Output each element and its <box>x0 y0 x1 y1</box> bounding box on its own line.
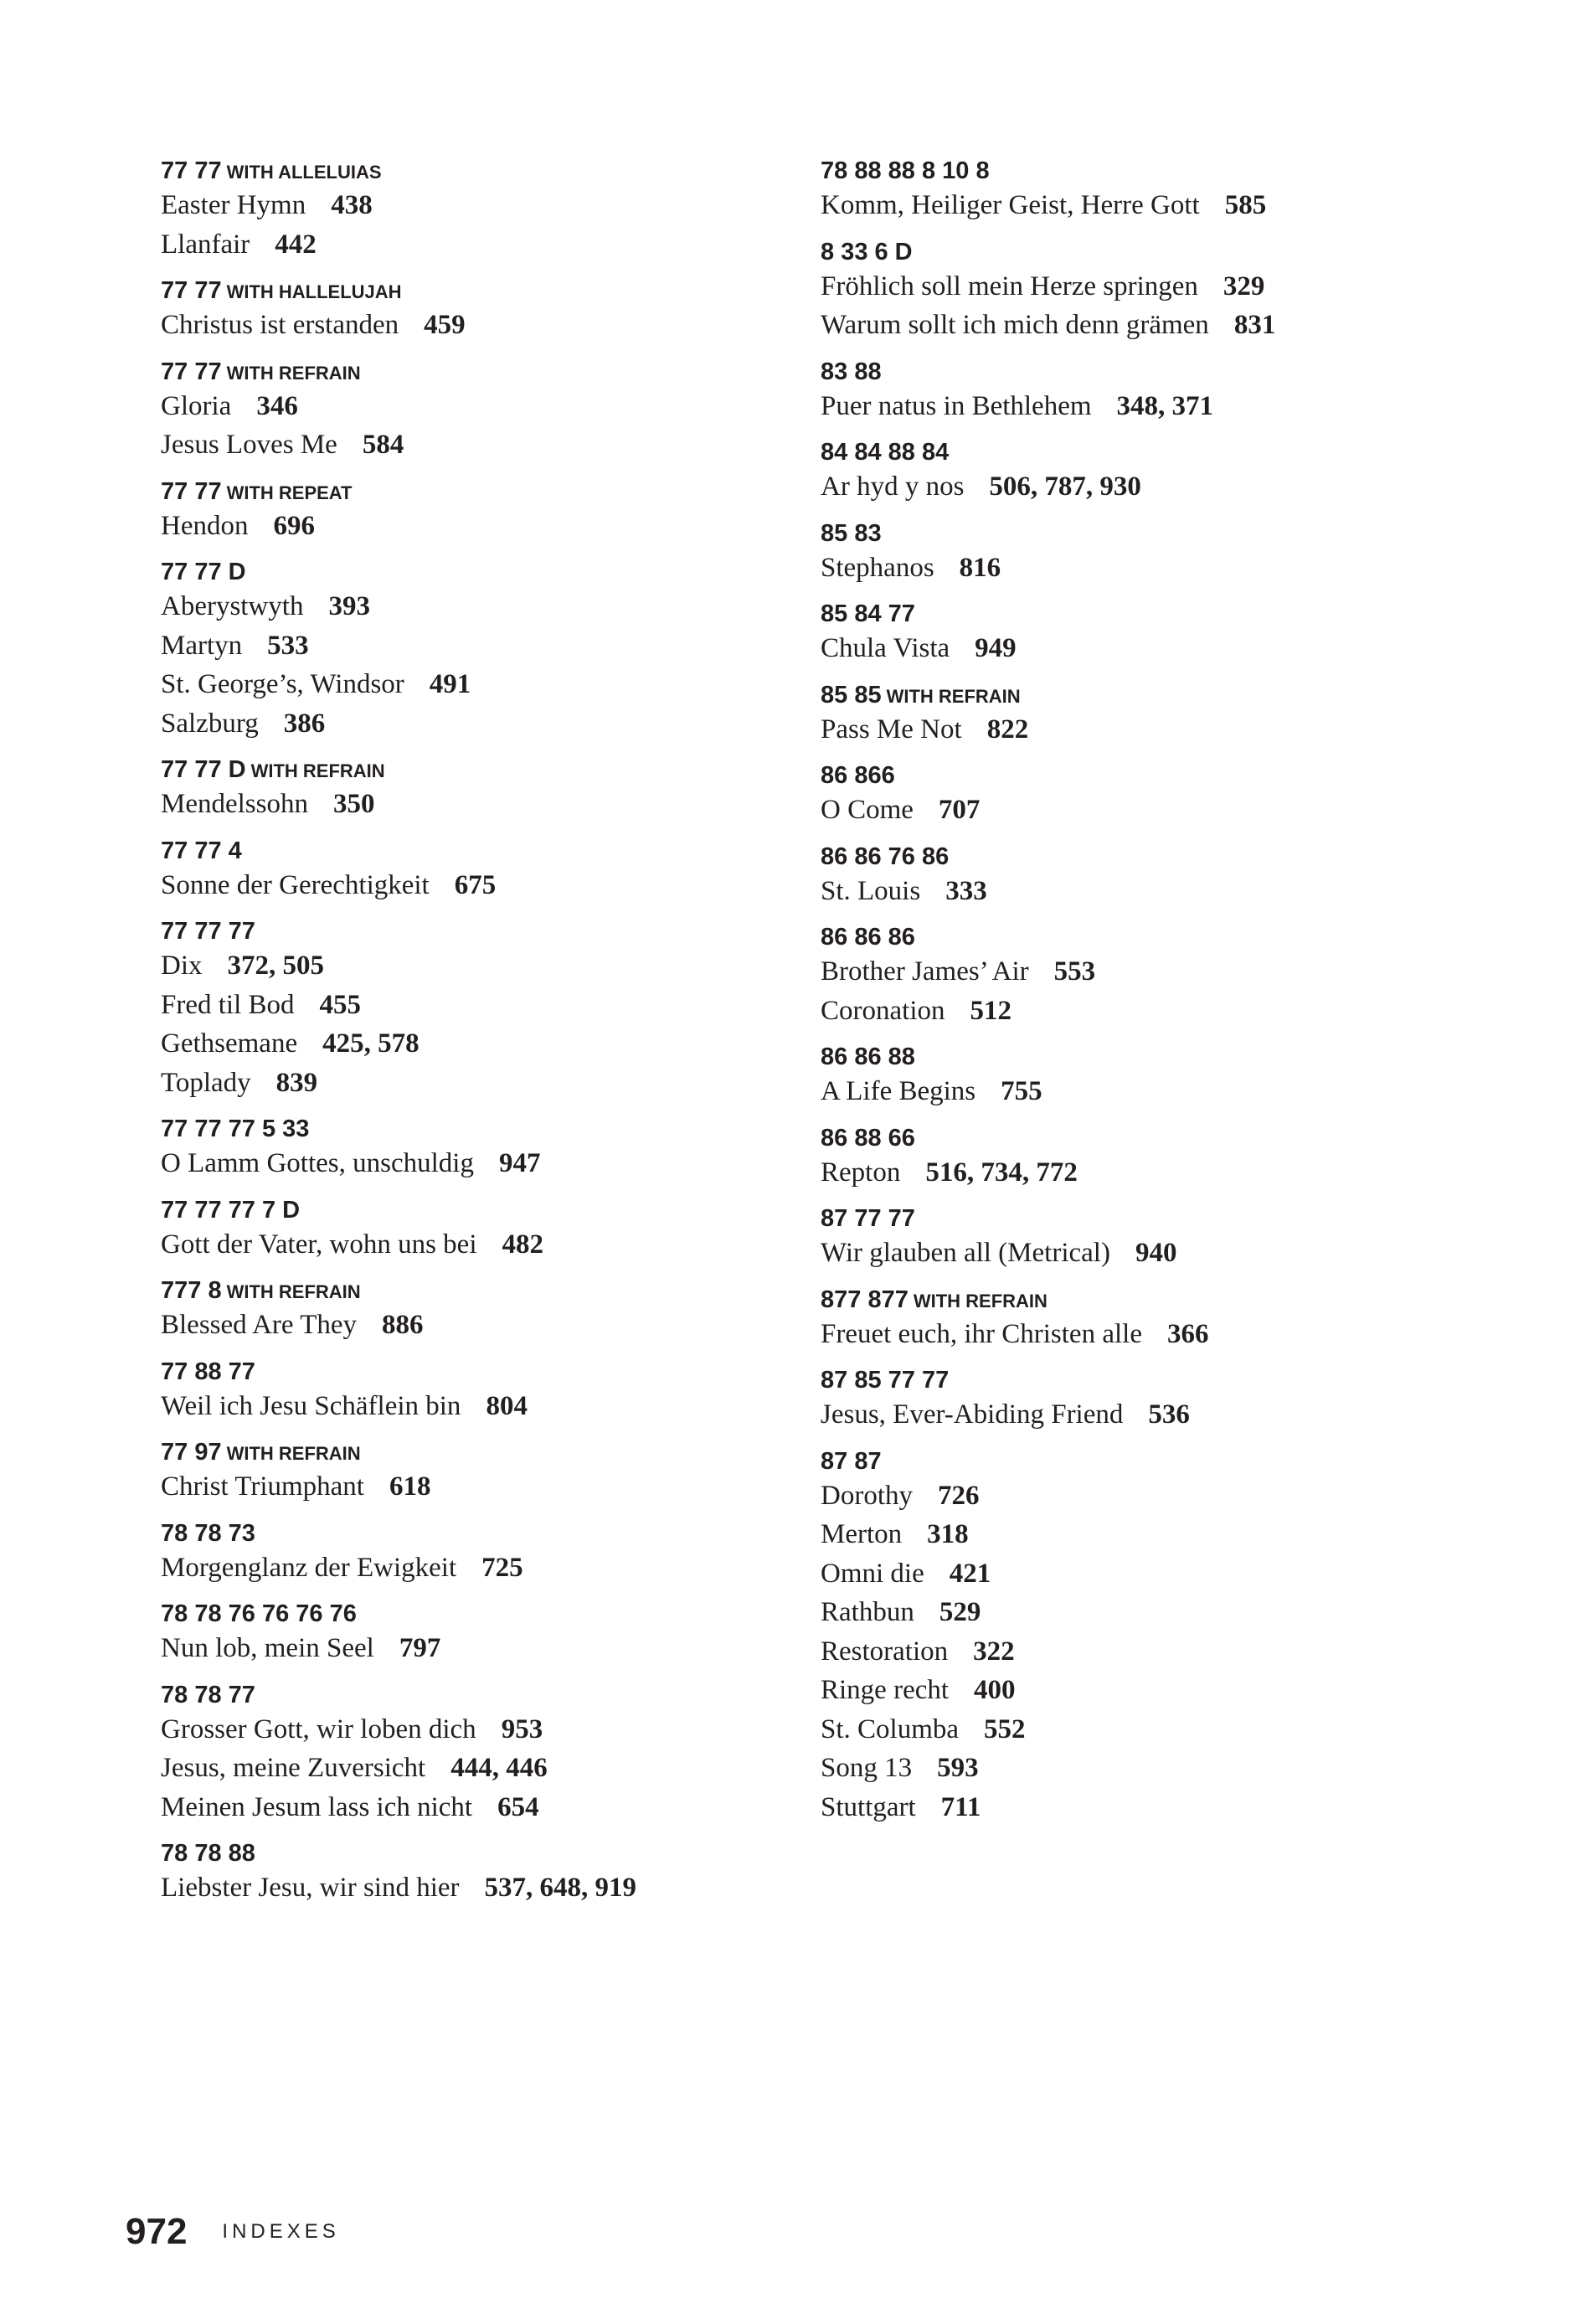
hymn-numbers: 654 <box>497 1791 539 1822</box>
meter-pattern: 77 77 D <box>161 756 246 783</box>
tune-name: Ar hyd y nos <box>821 471 965 502</box>
tune-entry <box>821 1515 1457 1554</box>
tune-name: Toplady <box>161 1067 251 1098</box>
tune-entry <box>821 306 1457 345</box>
meter-group <box>161 836 797 905</box>
meter-suffix: WITH ALLELUIAS <box>226 162 382 183</box>
tune-entry <box>161 587 797 626</box>
hymn-numbers: 533 <box>267 630 309 661</box>
tune-name: Gloria <box>161 390 232 421</box>
meter-heading <box>161 1275 797 1306</box>
meter-pattern: 877 877 <box>821 1286 909 1313</box>
tune-name: Omni die <box>821 1558 924 1589</box>
hymn-numbers: 506, 787, 930 <box>989 471 1141 502</box>
meter-pattern: 86 86 88 <box>821 1043 915 1070</box>
meter-pattern: 85 85 <box>821 681 882 709</box>
meter-group <box>161 357 797 465</box>
tune-entry <box>821 1234 1457 1273</box>
tune-entry <box>161 626 797 666</box>
meter-suffix: WITH REFRAIN <box>226 1281 361 1302</box>
tune-entry <box>821 1671 1457 1710</box>
meter-heading <box>161 1114 797 1144</box>
meter-group <box>821 1042 1457 1111</box>
meter-group <box>821 1365 1457 1435</box>
meter-group <box>821 518 1457 588</box>
tune-entry <box>821 872 1457 911</box>
meter-pattern: 77 77 77 7 D <box>161 1196 301 1224</box>
tune-entry <box>161 866 797 905</box>
tune-entry <box>161 785 797 824</box>
meter-pattern: 84 84 88 84 <box>821 439 950 466</box>
hymn-numbers: 438 <box>331 190 373 220</box>
tune-name: Restoration <box>821 1636 949 1667</box>
hymn-numbers: 707 <box>938 795 981 825</box>
hymn-numbers: 512 <box>970 995 1011 1026</box>
tune-entry <box>821 992 1457 1031</box>
meter-pattern: 83 88 <box>821 358 882 385</box>
hymn-numbers: 839 <box>275 1067 318 1098</box>
tune-entry <box>161 665 797 704</box>
meter-group <box>161 557 797 743</box>
tune-name: Nun lob, mein Seel <box>161 1633 374 1663</box>
index-column-right <box>821 156 1457 1838</box>
tune-name: Grosser Gott, wir loben dich <box>161 1713 476 1744</box>
hymn-numbers: 886 <box>382 1310 424 1340</box>
meter-heading <box>821 922 1457 952</box>
meter-group <box>161 1680 797 1827</box>
hymn-numbers: 459 <box>424 310 466 340</box>
meter-pattern: 77 77 77 <box>161 918 255 945</box>
meter-heading <box>821 842 1457 872</box>
meter-group <box>161 1114 797 1183</box>
hymn-numbers: 696 <box>273 510 315 541</box>
hymn-numbers: 553 <box>1053 956 1096 987</box>
tune-entry <box>821 1554 1457 1594</box>
tune-name: Coronation <box>821 995 945 1026</box>
meter-group <box>821 437 1457 507</box>
meter-heading <box>821 518 1457 549</box>
hymn-numbers: 491 <box>429 669 471 699</box>
meter-group <box>161 1838 797 1908</box>
meter-heading <box>161 357 797 387</box>
tune-name: Jesus, meine Zuversicht <box>161 1753 426 1783</box>
hymn-numbers: 725 <box>481 1552 523 1583</box>
meter-heading <box>161 1518 797 1548</box>
meter-suffix: WITH HALLELUJAH <box>226 281 402 302</box>
tune-name: Jesus Loves Me <box>161 430 337 460</box>
tune-name: Blessed Are They <box>161 1310 358 1340</box>
meter-suffix: WITH REFRAIN <box>886 685 1021 707</box>
hymn-numbers: 537, 648, 919 <box>484 1873 637 1903</box>
tune-entry <box>821 1072 1457 1111</box>
tune-name: Fred til Bod <box>161 989 295 1020</box>
meter-pattern: 78 78 77 <box>161 1681 255 1708</box>
meter-group <box>161 755 797 824</box>
meter-group <box>821 1285 1457 1354</box>
tune-entry <box>821 1593 1457 1632</box>
hymn-numbers: 333 <box>945 875 987 906</box>
tune-entry <box>161 704 797 744</box>
meter-group <box>821 1203 1457 1273</box>
tune-entry <box>161 225 797 265</box>
index-column-left <box>161 156 797 1919</box>
hymn-numbers: 421 <box>949 1558 991 1589</box>
hymn-numbers: 822 <box>986 714 1029 745</box>
tune-name: Gethsemane <box>161 1028 298 1059</box>
meter-pattern: 77 77 <box>161 477 222 505</box>
meter-pattern: 86 86 76 86 <box>821 843 950 870</box>
tune-entry <box>161 387 797 426</box>
tune-name: Pass Me Not <box>821 714 962 745</box>
meter-pattern: 77 97 <box>161 1439 222 1466</box>
meter-pattern: 78 78 73 <box>161 1519 255 1547</box>
tune-name: Christ Triumphant <box>161 1471 364 1502</box>
meter-heading <box>821 156 1457 186</box>
tune-name: Weil ich Jesu Schäflein bin <box>161 1390 461 1421</box>
hymn-numbers: 516, 734, 772 <box>925 1157 1078 1188</box>
meter-pattern: 77 77 77 5 33 <box>161 1116 310 1142</box>
hymn-numbers: 329 <box>1223 271 1265 301</box>
hymn-numbers: 947 <box>498 1148 541 1178</box>
tune-entry <box>161 507 797 546</box>
hymn-numbers: 711 <box>940 1791 981 1822</box>
meter-heading <box>161 755 797 785</box>
hymn-numbers: 444, 446 <box>450 1753 548 1783</box>
tune-entry <box>821 952 1457 992</box>
tune-entry <box>161 1387 797 1426</box>
tune-entry <box>161 1225 797 1265</box>
meter-pattern: 78 88 88 8 10 8 <box>821 157 990 184</box>
tune-entry <box>161 1629 797 1668</box>
meter-heading <box>821 1365 1457 1395</box>
hymn-numbers: 455 <box>319 989 362 1020</box>
meter-pattern: 77 77 <box>161 277 222 304</box>
tune-entry <box>821 791 1457 830</box>
meter-pattern: 77 77 D <box>161 559 246 585</box>
meter-group <box>161 276 797 345</box>
meter-heading <box>161 916 797 946</box>
meter-heading <box>821 1203 1457 1234</box>
tune-name: A Life Begins <box>821 1076 976 1106</box>
meter-group <box>161 1518 797 1588</box>
hymn-numbers: 618 <box>389 1471 431 1502</box>
meter-heading <box>821 237 1457 267</box>
meter-heading <box>161 156 797 186</box>
meter-heading <box>821 1285 1457 1315</box>
meter-group <box>821 1123 1457 1193</box>
meter-group <box>161 1275 797 1345</box>
tune-name: Easter Hymn <box>161 190 306 220</box>
tune-name: Puer natus in Bethlehem <box>821 390 1092 421</box>
meter-heading <box>161 1680 797 1710</box>
tune-name: Wir glauben all (Metrical) <box>821 1238 1110 1268</box>
tune-entry <box>161 1064 797 1103</box>
tune-name: St. Louis <box>821 875 921 906</box>
tune-entry <box>821 1153 1457 1193</box>
meter-group <box>821 156 1457 225</box>
meter-pattern: 87 87 <box>821 1447 882 1475</box>
meter-group <box>161 916 797 1102</box>
meter-group <box>161 1357 797 1426</box>
tune-entry <box>821 1315 1457 1354</box>
tune-entry <box>161 946 797 986</box>
hymn-numbers: 940 <box>1135 1238 1177 1268</box>
meter-suffix: WITH REFRAIN <box>250 760 385 781</box>
tune-entry <box>161 1788 797 1827</box>
meter-heading <box>821 760 1457 791</box>
tune-entry <box>161 1749 797 1788</box>
tune-name: Dorothy <box>821 1480 913 1511</box>
hymn-numbers: 949 <box>975 633 1017 663</box>
tune-name: Salzburg <box>161 708 259 739</box>
meter-group <box>821 357 1457 426</box>
tune-name: Mendelssohn <box>161 789 308 819</box>
hymn-numbers: 536 <box>1148 1399 1190 1430</box>
meter-group <box>821 1446 1457 1827</box>
tune-entry <box>161 186 797 225</box>
tune-entry <box>161 1868 797 1908</box>
meter-group <box>821 760 1457 830</box>
tune-name: Sonne der Gerechtigkeit <box>161 869 430 900</box>
hymn-numbers: 386 <box>283 708 326 739</box>
tune-entry <box>161 1306 797 1345</box>
tune-name: Morgenglanz der Ewigkeit <box>161 1552 457 1583</box>
meter-pattern: 87 77 77 <box>821 1205 915 1232</box>
meter-group <box>821 599 1457 668</box>
hymn-numbers: 675 <box>454 869 497 900</box>
tune-entry <box>821 1395 1457 1435</box>
hymn-numbers: 350 <box>333 789 375 819</box>
meter-heading <box>821 1123 1457 1153</box>
meter-pattern: 77 77 4 <box>161 837 242 864</box>
tune-name: Brother James’ Air <box>821 956 1029 987</box>
tune-name: Fröhlich soll mein Herze springen <box>821 271 1198 301</box>
meter-group <box>161 477 797 546</box>
tune-name: Hendon <box>161 510 249 541</box>
hymn-numbers: 393 <box>328 591 370 621</box>
hymn-numbers: 797 <box>399 1633 441 1663</box>
meter-heading <box>821 1446 1457 1476</box>
hymn-numbers: 593 <box>937 1753 979 1783</box>
tune-entry <box>821 467 1457 507</box>
hymn-numbers: 831 <box>1233 310 1276 340</box>
tune-entry <box>821 629 1457 668</box>
meter-group <box>161 156 797 264</box>
meter-group <box>821 680 1457 750</box>
tune-entry <box>821 1788 1457 1827</box>
hymn-numbers: 372, 505 <box>227 951 324 981</box>
meter-group <box>821 237 1457 345</box>
tune-name: St. George’s, Windsor <box>161 669 404 699</box>
meter-heading <box>821 437 1457 467</box>
meter-heading <box>161 477 797 507</box>
hymn-numbers: 529 <box>939 1597 981 1627</box>
meter-pattern: 78 78 88 <box>161 1840 255 1867</box>
hymn-numbers: 552 <box>984 1713 1026 1744</box>
meter-suffix: WITH REPEAT <box>226 482 353 503</box>
page-number: 972 <box>126 2211 188 2252</box>
hymn-numbers: 318 <box>927 1519 969 1549</box>
meter-group <box>821 842 1457 911</box>
meter-group <box>821 922 1457 1030</box>
meter-pattern: 77 88 77 <box>161 1358 255 1385</box>
hymn-numbers: 953 <box>501 1713 543 1744</box>
meter-pattern: 77 77 <box>161 157 222 184</box>
meter-heading <box>161 1195 797 1225</box>
meter-heading <box>161 1838 797 1868</box>
tune-name: Rathbun <box>821 1597 914 1627</box>
tune-name: Chula Vista <box>821 633 950 663</box>
tune-entry <box>821 1476 1457 1516</box>
tune-entry <box>161 306 797 345</box>
tune-entry <box>821 1632 1457 1672</box>
tune-entry <box>161 1710 797 1749</box>
hymn-numbers: 585 <box>1224 190 1267 220</box>
meter-heading <box>821 357 1457 387</box>
hymn-numbers: 400 <box>974 1675 1016 1705</box>
meter-pattern: 87 85 77 77 <box>821 1367 950 1394</box>
tune-entry <box>161 1024 797 1064</box>
tune-entry <box>821 1749 1457 1788</box>
tune-name: Komm, Heiliger Geist, Herre Gott <box>821 190 1200 220</box>
tune-name: Liebster Jesu, wir sind hier <box>161 1873 460 1903</box>
tune-name: Stephanos <box>821 552 934 583</box>
meter-heading <box>821 1042 1457 1072</box>
tune-entry <box>821 1710 1457 1749</box>
tune-entry <box>821 549 1457 588</box>
tune-name: Dix <box>161 951 203 981</box>
tune-name: Warum sollt ich mich denn grämen <box>821 310 1209 340</box>
tune-entry <box>821 186 1457 225</box>
meter-heading <box>161 1437 797 1467</box>
tune-entry <box>821 267 1457 307</box>
tune-name: Repton <box>821 1157 901 1188</box>
meter-pattern: 86 86 86 <box>821 924 915 951</box>
meter-group <box>161 1599 797 1668</box>
meter-pattern: 85 84 77 <box>821 600 915 627</box>
hymn-numbers: 726 <box>938 1480 980 1511</box>
tune-entry <box>821 387 1457 426</box>
meter-pattern: 78 78 76 76 76 76 <box>161 1600 357 1627</box>
tune-name: Merton <box>821 1519 903 1549</box>
tune-name: Freuet euch, ihr Christen alle <box>821 1318 1142 1349</box>
meter-pattern: 77 77 <box>161 358 222 385</box>
meter-heading <box>161 1599 797 1629</box>
meter-suffix: WITH REFRAIN <box>226 362 361 384</box>
tune-entry <box>161 986 797 1025</box>
hymn-numbers: 482 <box>502 1229 544 1260</box>
tune-entry <box>161 1144 797 1183</box>
meter-heading <box>161 557 797 587</box>
meter-pattern: 86 88 66 <box>821 1124 915 1152</box>
tune-name: Gott der Vater, wohn uns bei <box>161 1229 477 1260</box>
tune-name: St. Columba <box>821 1713 960 1744</box>
tune-entry <box>161 1548 797 1588</box>
meter-pattern: 8 33 6 D <box>821 238 913 265</box>
running-head: INDEXES <box>222 2220 340 2243</box>
meter-suffix: WITH REFRAIN <box>913 1290 1048 1311</box>
tune-name: Song 13 <box>821 1753 913 1783</box>
page-footer <box>126 2208 340 2255</box>
tune-entry <box>821 710 1457 750</box>
tune-name: Martyn <box>161 630 243 661</box>
meter-group <box>161 1437 797 1507</box>
hymn-numbers: 425, 578 <box>322 1028 420 1059</box>
meter-heading <box>821 599 1457 629</box>
tune-name: Llanfair <box>161 229 250 260</box>
hymn-numbers: 442 <box>275 229 317 260</box>
tune-entry <box>161 1467 797 1507</box>
hymn-numbers: 322 <box>973 1636 1015 1667</box>
meter-heading <box>161 1357 797 1387</box>
tune-entry <box>161 425 797 465</box>
meter-pattern: 85 83 <box>821 519 882 547</box>
meter-pattern: 777 8 <box>161 1277 222 1304</box>
meter-pattern: 86 866 <box>821 762 895 789</box>
meter-heading <box>161 276 797 306</box>
hymn-numbers: 348, 371 <box>1116 390 1214 421</box>
meter-group <box>161 1195 797 1265</box>
meter-heading <box>161 836 797 866</box>
meter-suffix: WITH REFRAIN <box>226 1443 361 1464</box>
hymn-numbers: 346 <box>256 390 298 421</box>
tune-name: Jesus, Ever-Abiding Friend <box>821 1399 1124 1430</box>
hymn-numbers: 804 <box>486 1390 528 1421</box>
hymn-numbers: 584 <box>362 430 404 460</box>
hymn-numbers: 816 <box>959 552 1001 583</box>
tune-name: O Lamm Gottes, unschuldig <box>161 1148 474 1178</box>
tune-name: O Come <box>821 795 914 825</box>
tune-name: Ringe recht <box>821 1675 950 1705</box>
tune-name: Meinen Jesum lass ich nicht <box>161 1791 473 1822</box>
tune-name: Christus ist erstanden <box>161 310 399 340</box>
tune-name: Aberystwyth <box>161 591 304 621</box>
hymn-numbers: 366 <box>1166 1318 1209 1349</box>
meter-heading <box>821 680 1457 710</box>
tune-name: Stuttgart <box>821 1791 916 1822</box>
hymn-numbers: 755 <box>1001 1076 1042 1106</box>
